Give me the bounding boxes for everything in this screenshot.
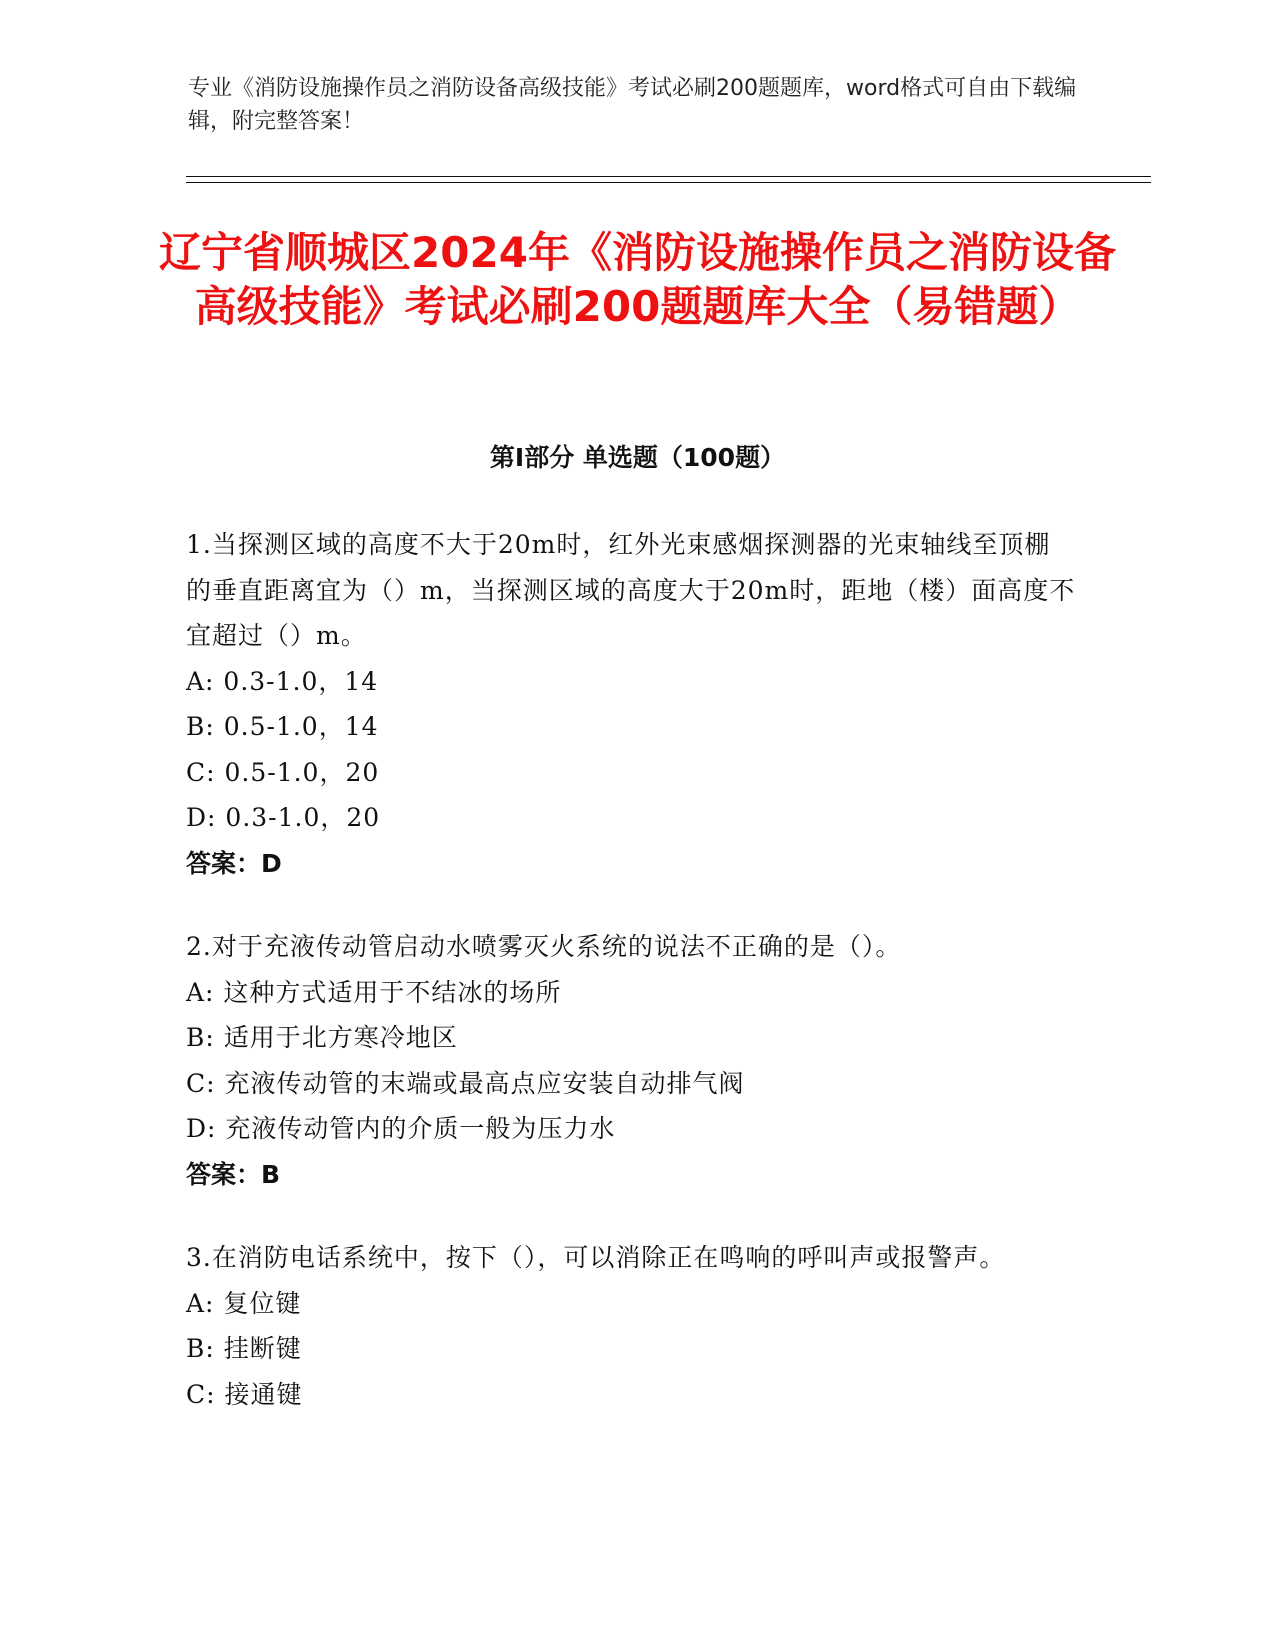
option-a: A: 这种方式适用于不结冰的场所	[186, 977, 562, 1007]
option-c: C: 接通键	[186, 1379, 303, 1409]
option-c: C: 充液传动管的末端或最高点应安装自动排气阀	[186, 1068, 745, 1098]
question-1	[186, 522, 1076, 886]
answer: 答案：D	[186, 848, 282, 878]
section-title: 第I部分 单选题（100题）	[489, 443, 786, 472]
option-d: D: 0.3-1.0，20	[186, 803, 381, 832]
question-stem: 1.当探测区域的高度不大于20m时，红外光束感烟探测器的光束轴线至顶棚的垂直距离宜为（）m，当探测区域的高度大于20m时，距地（楼）面高度不宜超过（）m。	[186, 530, 1076, 650]
option-b: B: 适用于北方寒冷地区	[186, 1023, 458, 1052]
option-c: C: 0.5-1.0，20	[186, 757, 380, 787]
question-stem: 3.在消防电话系统中，按下（），可以消除正在鸣响的呼叫声或报警声。	[186, 1243, 1006, 1272]
option-b: B: 0.5-1.0，14	[186, 712, 379, 741]
option-d: D: 充液传动管内的介质一般为压力水	[186, 1114, 616, 1143]
question-3	[186, 1235, 1076, 1417]
question-2	[186, 924, 1076, 1197]
question-stem: 2.对于充液传动管启动水喷雾灭火系统的说法不正确的是（）。	[186, 932, 902, 961]
option-a: A: 0.3-1.0，14	[186, 666, 379, 696]
option-a: A: 复位键	[186, 1288, 302, 1318]
header-rule-bottom	[186, 182, 1151, 183]
question-list	[186, 522, 1076, 1455]
option-b: B: 挂断键	[186, 1334, 302, 1363]
header-note: 专业《消防设施操作员之消防设备高级技能》考试必刷200题题库，word格式可自由下载编辑，附完整答案！	[188, 76, 1077, 134]
document-title: 辽宁省顺城区2024年《消防设施操作员之消防设备高级技能》考试必刷200题题库大全（易错题）	[159, 228, 1116, 331]
header-rule-top	[186, 176, 1151, 177]
answer: 答案：B	[186, 1159, 281, 1189]
